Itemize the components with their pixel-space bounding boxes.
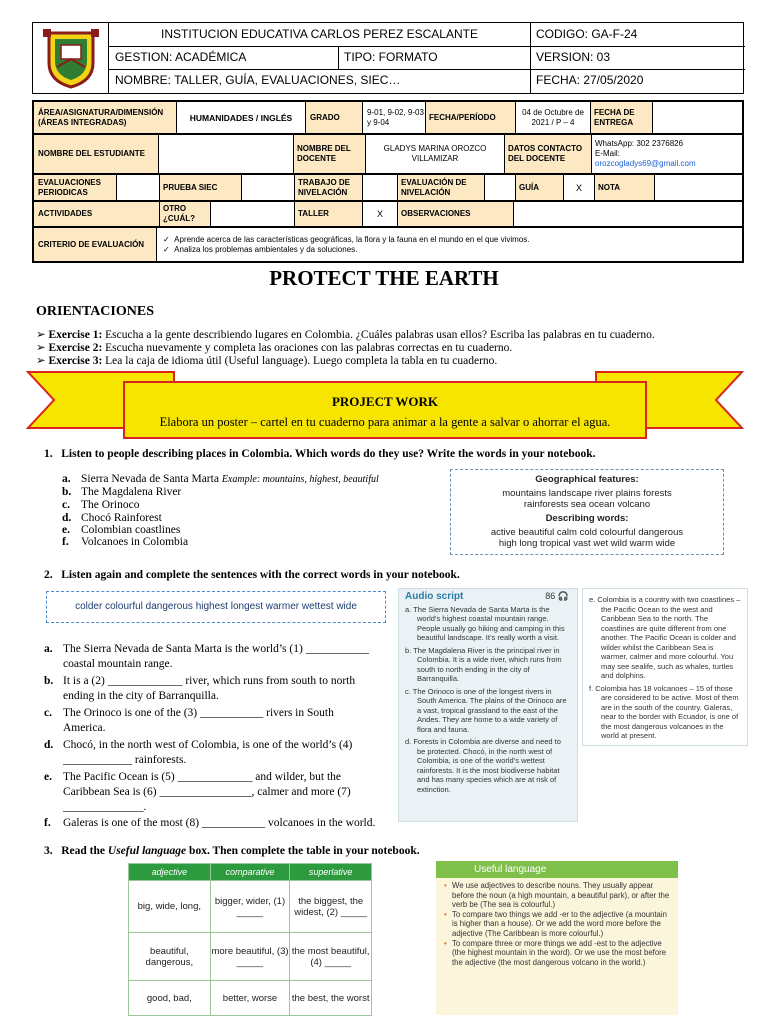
audio-paragraph: c. The Orinoco is one of the longest rivers in South America. The plains of the Orinoco are a vast, tropical grassland to the east of the Andes. They are home to a wide variety of flora and fauna. bbox=[405, 686, 567, 734]
list-item: c. The Orinoco bbox=[62, 499, 140, 511]
audio-paragraph: e. Colombia is a country with two coastlines – the Pacific Ocean to the west and Caribbean Sea to the north. The coastlines are quite different from one another. The Pacific Ocean is colder and wilder whilst the Caribbean Sea is warmer, calmer and more colourful. You may see sealife, such as whales, turtles and dolphins. bbox=[589, 595, 741, 680]
list-item: b. The Magdalena River bbox=[62, 486, 182, 498]
useful-item: • We use adjectives to describe nouns. They usually appear before the noun (a high mountain, a beautiful park), or after the verb be (The sea is colourful.) bbox=[452, 881, 670, 910]
fecha: FECHA: 27/05/2020 bbox=[536, 73, 644, 87]
sentence-item: d. Chocó, in the north west of Colombia, is one of the world’s (4) ____________ rainforests. bbox=[44, 739, 353, 766]
table-header: comparative bbox=[210, 864, 290, 881]
sentence-item: a. The Sierra Nevada de Santa Marta is the world’s (1) ___________ coastal mountain range. bbox=[44, 643, 369, 670]
grado-label: GRADO bbox=[310, 112, 340, 122]
fecha-entrega-label: FECHA DE ENTREGA bbox=[594, 107, 635, 127]
institution-name: INSTITUCION EDUCATIVA CARLOS PEREZ ESCALANTE bbox=[161, 27, 478, 41]
estudiante-label: NOMBRE DEL ESTUDIANTE bbox=[38, 149, 145, 158]
adjective-table bbox=[128, 863, 372, 1016]
project-work-title: PROJECT WORK bbox=[331, 394, 439, 409]
sentence-item: b. It is a (2) _____________ river, which runs from south to north ending in the city of Barranquilla. bbox=[44, 675, 356, 702]
audio-track-number: 86 🎧 bbox=[545, 591, 569, 601]
geo-words: mountains landscape river plains forests bbox=[502, 488, 672, 499]
nombre-documento: NOMBRE: TALLER, GUÍA, EVALUACIONES, SIEC… bbox=[115, 73, 401, 87]
sentence-item: c. The Orinoco is one of the (3) ___________ rivers in South America. bbox=[44, 707, 334, 734]
otro-label: OTRO ¿CUÁL? bbox=[163, 204, 195, 223]
guia-check[interactable]: X bbox=[564, 175, 594, 200]
eval-periodicas-check[interactable] bbox=[117, 175, 159, 200]
grado-value: 9-01, 9-02, 9-03 y 9-04 bbox=[363, 102, 425, 133]
version: VERSION: 03 bbox=[536, 50, 611, 64]
geo-words: rainforests sea ocean volcano bbox=[523, 499, 651, 510]
trabajo-nivelacion-label: TRABAJO DE NIVELACIÓN bbox=[298, 177, 351, 197]
email-label: E-Mail: bbox=[595, 149, 620, 158]
info-grid bbox=[32, 100, 744, 263]
audio-paragraph: f. Colombia has 18 volcanoes – 15 of those are considered to be active. Most of them are in the south of the country. Galeras, near to the border with Ecuador, is one of the most dangerous volcanoes in the world at present. bbox=[589, 683, 739, 740]
useful-language-title: Useful language bbox=[436, 861, 678, 878]
fecha-entrega-field[interactable] bbox=[653, 102, 742, 133]
useful-item: • To compare three or more things we add -est to the adjective (the highest mountain in the word). Or we use the most before the adjective (the most dangerous volcano in the world.) bbox=[452, 939, 670, 968]
audio-paragraph: b. The Magdalena River is the principal river in Colombia. It is a wide river, which runs from south to north ending in the city of Barranquilla. bbox=[405, 645, 562, 683]
table-row: beautiful, dangerous, more beautiful, (3) _____ the most beautiful, (4) _____ bbox=[129, 933, 372, 981]
criterio-item: Analiza los problemas ambientales y da soluciones. bbox=[174, 244, 358, 254]
project-work-text: Elabora un poster – cartel en tu cuaderno para animar a la gente a salvar o ahorrar el agua. bbox=[159, 415, 611, 429]
criterio-list bbox=[157, 228, 742, 261]
evaluacion-nivelacion-label: EVALUACIÓN DE NIVELACIÓN bbox=[401, 177, 467, 197]
arrow-bullet-icon: ➢ bbox=[36, 342, 49, 354]
observaciones-label: OBSERVACIONES bbox=[401, 209, 471, 218]
desc-words: active beautiful calm cold colourful dangerous bbox=[490, 527, 684, 538]
school-logo bbox=[33, 23, 109, 93]
gestion: GESTION: ACADÉMICA bbox=[115, 50, 247, 64]
eval-periodicas-label: EVALUACIONES PERIODICAS bbox=[38, 177, 101, 197]
audio-script-title: Audio script bbox=[405, 591, 464, 602]
criterio-item: Aprende acerca de las características geográficas, la flora y la fauna en el mundo en el que vivimos. bbox=[174, 234, 530, 244]
otro-field[interactable] bbox=[211, 202, 294, 226]
taller-check[interactable]: X bbox=[363, 202, 397, 226]
fecha-periodo-value: 04 de Octubre de 2021 / P – 4 bbox=[516, 102, 590, 133]
docente-value: GLADYS MARINA OROZCO VILLAMIZAR bbox=[366, 135, 504, 173]
headphones-icon: 🎧 bbox=[557, 591, 569, 601]
header-table bbox=[32, 22, 744, 94]
area-label: ÁREA/ASIGNATURA/DIMENSIÓN (ÁREAS INTEGRADAS) bbox=[38, 108, 164, 127]
desc-words: high long tropical vast wet wild warm wide bbox=[498, 538, 676, 549]
word-box bbox=[450, 469, 724, 555]
docente-label: NOMBRE DEL DOCENTE bbox=[297, 144, 351, 163]
list-item: d. Chocó Rainforest bbox=[62, 512, 162, 524]
exercise-item: ➢ Exercise 3: Lea la caja de idioma útil (Useful language). Luego completa la tabla en tu cuaderno. bbox=[36, 355, 498, 367]
useful-language-box bbox=[436, 861, 678, 1015]
word-bank: colder colourful dangerous highest longest warmer wettest wide bbox=[46, 591, 386, 623]
arrow-bullet-icon: ➢ bbox=[36, 329, 49, 341]
audio-paragraph: a. The Sierra Nevada de Santa Marta is the world’s highest coastal mountain range. People usually go hiking and camping in this beautiful landscape. It’s really worth a visit. bbox=[405, 604, 565, 642]
trabajo-nivelacion-check[interactable] bbox=[363, 175, 397, 200]
arrow-bullet-icon: ➢ bbox=[36, 355, 49, 367]
list-item: f. Volcanoes in Colombia bbox=[62, 536, 189, 548]
evaluacion-nivelacion-check[interactable] bbox=[485, 175, 515, 200]
fecha-periodo-label: FECHA/PERÍODO bbox=[429, 112, 496, 122]
table-header: superlative bbox=[290, 864, 372, 881]
audio-script-panel-2 bbox=[582, 588, 748, 746]
table-header: adjective bbox=[129, 864, 211, 881]
page-title: PROTECT THE EARTH bbox=[269, 266, 499, 290]
orientaciones-heading: ORIENTACIONES bbox=[36, 304, 154, 319]
prueba-siec-label: PRUEBA SIEC bbox=[163, 182, 218, 192]
check-icon: ✓ bbox=[163, 234, 175, 244]
table-row: good, bad, better, worse the best, the worst bbox=[129, 981, 372, 1016]
estudiante-field[interactable] bbox=[159, 135, 293, 173]
geo-title: Geographical features: bbox=[535, 474, 639, 485]
contacto-label: DATOS CONTACTO DEL DOCENTE bbox=[508, 144, 583, 163]
audio-script-panel bbox=[398, 588, 578, 822]
list-item: a. Sierra Nevada de Santa Marta Example: mountains, highest, beautiful bbox=[62, 473, 379, 485]
contacto-value bbox=[592, 135, 742, 173]
sentence-item: f. Galeras is one of the most (8) ___________ volcanoes in the world. bbox=[44, 817, 376, 829]
nota-field[interactable] bbox=[655, 175, 742, 200]
shield-icon bbox=[33, 23, 109, 93]
codigo: CODIGO: GA-F-24 bbox=[536, 27, 638, 41]
whatsapp: WhatsApp: 302 2376826 bbox=[595, 139, 684, 148]
question-2: 2. Listen again and complete the sentences with the correct words in your notebook. bbox=[44, 569, 460, 581]
guia-label: GUÍA bbox=[519, 182, 539, 192]
desc-title: Describing words: bbox=[545, 513, 629, 524]
sentence-item: e. The Pacific Ocean is (5) _____________ and wilder, but the Caribbean Sea is (6) ________________, calmer and more (7) ______________. bbox=[44, 771, 351, 813]
tipo: TIPO: FORMATO bbox=[344, 50, 438, 64]
criterio-label: CRITERIO DE EVALUACIÓN bbox=[38, 239, 145, 249]
exercise-item: ➢ Exercise 2: Escucha nuevamente y completa las oraciones con las palabras correctas en tu cuaderno. bbox=[36, 342, 513, 354]
list-item: e. Colombian coastlines bbox=[62, 524, 181, 536]
audio-paragraph: d. Forests in Colombia are diverse and need to be protected. Chocó, in the north west of Colombia, is one of the world’s wettest rainforests. It is the most biodiverse habitat and has many species which are at risk of extinction. bbox=[405, 737, 561, 794]
useful-item: • To compare two things we add -er to the adjective (a mountain is higher than a house). Or we add the word more before the adjective (The Caribbean is more colourful.) bbox=[452, 910, 670, 939]
table-row: big, wide, long, bigger, wider, (1) _____ the biggest, the widest, (2) _____ bbox=[129, 881, 372, 933]
check-icon: ✓ bbox=[163, 244, 175, 254]
taller-label: TALLER bbox=[298, 209, 329, 218]
observaciones-field[interactable] bbox=[514, 202, 742, 226]
question-1: 1. Listen to people describing places in Colombia. Which words do they use? Write the words in your notebook. bbox=[44, 448, 596, 460]
area-value: HUMANIDADES / INGLÉS bbox=[177, 102, 305, 133]
exercise-item: ➢ Exercise 1: Escucha a la gente describiendo lugares en Colombia. ¿Cuáles palabras usan ellos? Escriba las palabras en tu cuaderno. bbox=[36, 329, 655, 341]
actividades-label: ACTIVIDADES bbox=[38, 209, 93, 218]
nota-label: NOTA bbox=[598, 182, 621, 192]
prueba-siec-check[interactable] bbox=[242, 175, 294, 200]
email-link[interactable]: orozcogladys69@gmail.com bbox=[595, 159, 696, 168]
question-3: 3. Read the Useful language box. Then complete the table in your notebook. bbox=[44, 845, 420, 857]
